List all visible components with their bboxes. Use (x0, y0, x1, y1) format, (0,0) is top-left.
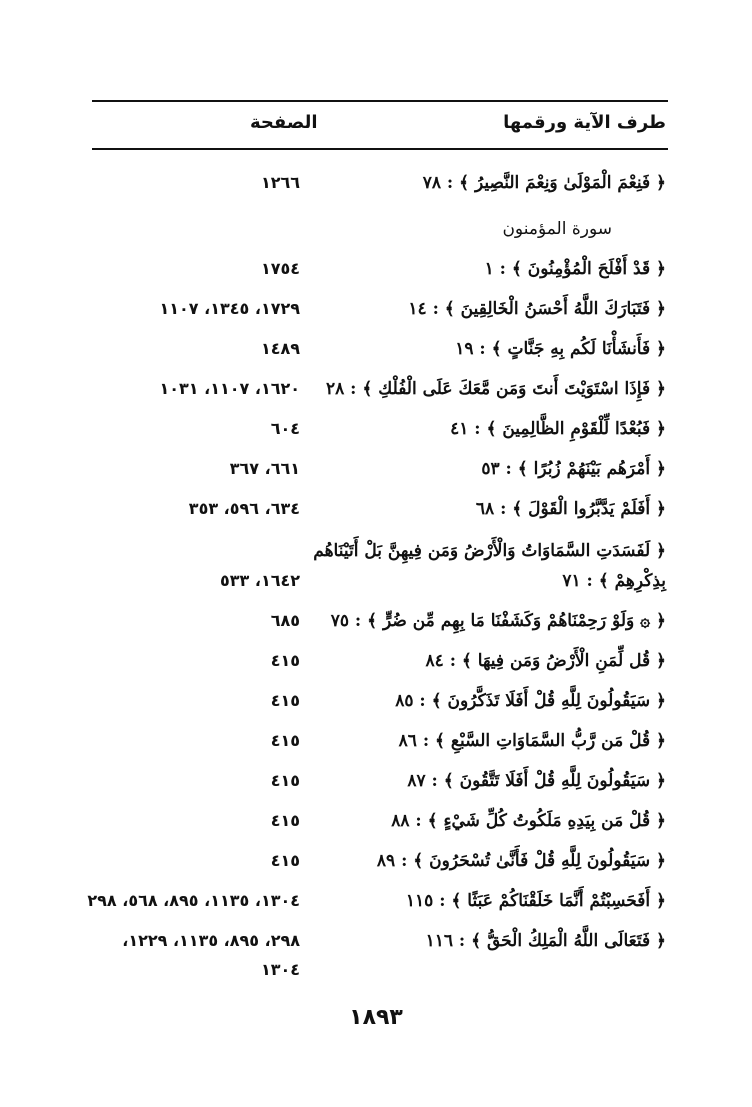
index-row (0, 566, 752, 596)
page-column-header: الصفحة (250, 112, 318, 133)
verse-column-header: طرف الآية ورقمها (503, 112, 666, 133)
page-numbers: ٦٣٤، ٥٩٦، ٣٥٣ (188, 499, 300, 518)
index-row (0, 536, 752, 566)
top-rule (92, 100, 668, 102)
page-numbers: ٤١٥ (270, 731, 300, 750)
verse-fragment: ﴿ فَإِذَا اسْتَوَيْتَ أَنتَ وَمَن مَّعَكَ عَلَى الْفُلْكِ ﴾ : ٢٨ (326, 379, 666, 399)
page-numbers: ١٦٢٠، ١١٠٧، ١٠٣١ (159, 379, 300, 398)
page-numbers: ٤١٥ (270, 691, 300, 710)
index-row (0, 766, 752, 796)
index-row (0, 926, 752, 956)
page-numbers: ١٣٠٤، ١١٣٥، ٨٩٥، ٥٦٨، ٢٩٨ (87, 891, 300, 910)
page-numbers: ٦٠٤ (270, 419, 300, 438)
verse-fragment: ﴿ أَمْرَهُم بَيْنَهُمْ زُبُرًا ﴾ : ٥٣ (481, 459, 666, 479)
page-numbers: ٢٩٨، ٨٩٥، ١١٣٥، ١٢٢٩، (122, 931, 300, 950)
verse-fragment: ﴿ فَبُعْدًا لِّلْقَوْمِ الظَّالِمِينَ ﴾ : ٤١ (450, 419, 666, 439)
index-row (0, 806, 752, 836)
page-number: ١٨٩٣ (349, 1005, 403, 1030)
index-row (0, 846, 752, 876)
page-numbers: ٤١٥ (270, 651, 300, 670)
index-row (0, 886, 752, 916)
index-row (0, 374, 752, 404)
verse-fragment: ﴿ سَيَقُولُونَ لِلَّهِ قُلْ أَفَلَا تَتَّقُونَ ﴾ : ٨٧ (407, 771, 666, 791)
index-row (0, 686, 752, 716)
page-numbers: ٦٦١، ٣٦٧ (229, 459, 300, 478)
page-numbers-continued: ١٣٠٤ (260, 960, 300, 979)
index-row (0, 646, 752, 676)
verse-fragment: ﴿ فَتَعَالَى اللَّهُ الْمَلِكُ الْحَقُّ ﴾ : ١١٦ (425, 931, 666, 951)
verse-fragment: ﴿ قَدْ أَفْلَحَ الْمُؤْمِنُونَ ﴾ : ١ (484, 259, 666, 279)
verse-fragment: ﴿ سَيَقُولُونَ لِلَّهِ قُلْ أَفَلَا تَذَكَّرُونَ ﴾ : ٨٥ (395, 691, 666, 711)
header-rule (92, 148, 668, 150)
verse-fragment: ﴿ أَفَلَمْ يَدَّبَّرُوا الْقَوْلَ ﴾ : ٦٨ (475, 499, 666, 519)
verse-fragment: ﴿ سَيَقُولُونَ لِلَّهِ قُلْ فَأَنَّىٰ تُسْحَرُونَ ﴾ : ٨٩ (376, 851, 666, 871)
page-numbers: ١٧٥٤ (260, 259, 300, 278)
index-row (0, 254, 752, 284)
index-row (0, 334, 752, 364)
page-numbers: ١٦٤٢، ٥٣٣ (219, 571, 300, 590)
surah-title: سورة المؤمنون (502, 219, 612, 239)
verse-fragment: بِذِكْرِهِمْ ﴾ : ٧١ (562, 571, 666, 591)
index-row (0, 494, 752, 524)
index-row (0, 294, 752, 324)
page-numbers: ١٢٦٦ (260, 173, 300, 192)
page-numbers: ٤١٥ (270, 811, 300, 830)
verse-fragment: ﴿ قُلْ مَن بِيَدِهِ مَلَكُوتُ كُلِّ شَيْءٍ ﴾ : ٨٨ (391, 811, 666, 831)
page-numbers: ٤١٥ (270, 771, 300, 790)
index-row (0, 414, 752, 444)
verse-fragment: ﴿ فَنِعْمَ الْمَوْلَىٰ وَنِعْمَ النَّصِيرُ ﴾ : ٧٨ (422, 173, 666, 193)
verse-fragment: ﴿ أَفَحَسِبْتُمْ أَنَّمَا خَلَقْنَاكُمْ عَبَثًا ﴾ : ١١٥ (405, 891, 666, 911)
verse-fragment: ﴿ فَتَبَارَكَ اللَّهُ أَحْسَنُ الْخَالِقِينَ ﴾ : ١٤ (408, 299, 666, 319)
page-numbers: ١٤٨٩ (260, 339, 300, 358)
verse-fragment: ﴿ قُلْ مَن رَّبُّ السَّمَاوَاتِ السَّبْعِ ﴾ : ٨٦ (398, 731, 666, 751)
index-row (0, 454, 752, 484)
page-numbers: ٦٨٥ (270, 611, 300, 630)
verse-fragment: ﴿ ۞ وَلَوْ رَحِمْنَاهُمْ وَكَشَفْنَا مَا بِهِم مِّن ضُرٍّ ﴾ : ٧٥ (330, 611, 666, 631)
verse-fragment: ﴿ لَفَسَدَتِ السَّمَاوَاتُ وَالْأَرْضُ وَمَن فِيهِنَّ بَلْ أَتَيْنَاهُم (313, 541, 666, 561)
index-row (0, 168, 752, 198)
page-numbers: ٤١٥ (270, 851, 300, 870)
verse-fragment: ﴿ قُل لِّمَنِ الْأَرْضُ وَمَن فِيهَا ﴾ : ٨٤ (425, 651, 666, 671)
page-numbers: ١٧٢٩، ١٣٤٥، ١١٠٧ (159, 299, 300, 318)
index-row (0, 606, 752, 636)
index-row (0, 726, 752, 756)
verse-fragment: ﴿ فَأَنشَأْنَا لَكُم بِهِ جَنَّاتٍ ﴾ : ١٩ (455, 339, 666, 359)
